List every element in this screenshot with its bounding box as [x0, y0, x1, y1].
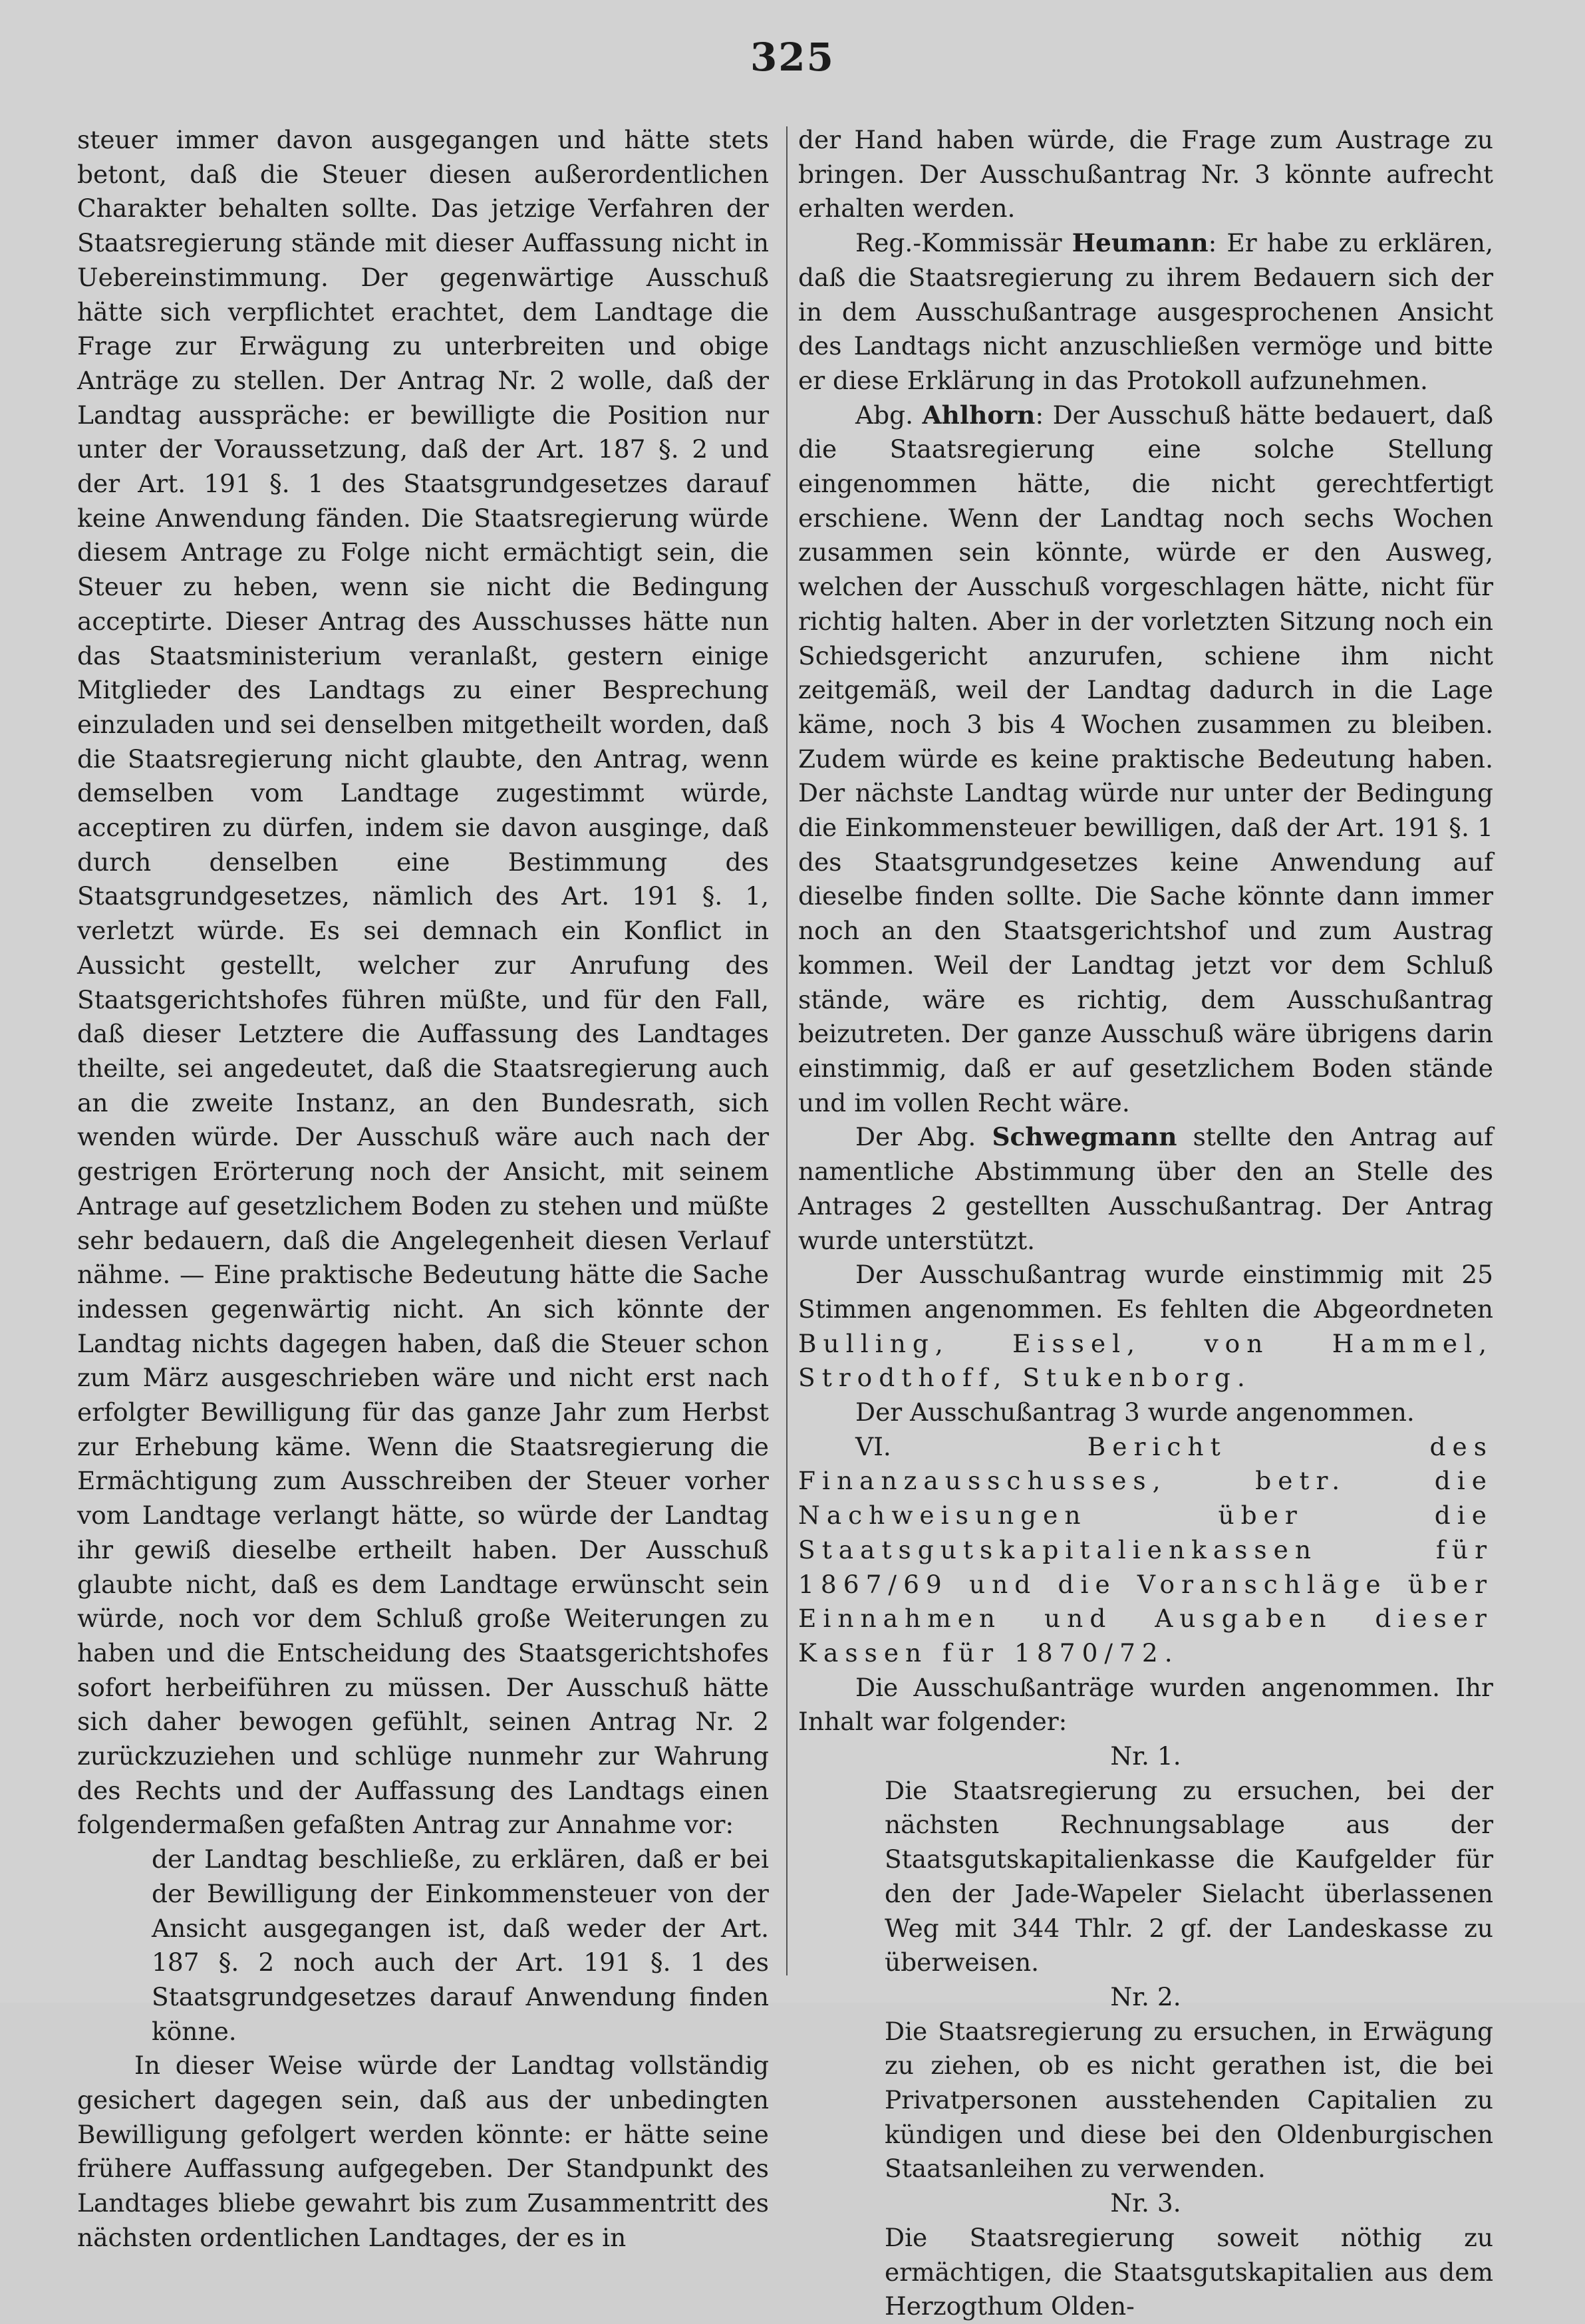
motion-heading-2: Nr. 2.	[1110, 1981, 1181, 2011]
motion-text-1: Die Staatsregierung zu ersuchen, bei der nächsten Rechnungsablage aus der Staatsgutskapitalienkasse die Kaufgelder für den der Jade-Wapeler Sielacht überlassenen Weg mit 344 Thlr. 2 gf. der Landeskasse zu überweisen.	[885, 1775, 1493, 1977]
section-title: Bericht des Finanzausschusses, betr. die Nachweisungen über die Staatsgutskapitalienkassen für 1867/69 und die Voranschläge über Einnahmen und Ausgaben dieser Kassen für 1870/72.	[798, 1431, 1493, 1668]
statement-text: stellte den Antrag auf namentliche Abstimmung über den an Stelle des Antrages 2 gestellten Ausschußantrag. Der Antrag wurde unterstützt.	[798, 1122, 1494, 1255]
speaker-title: Der Abg.	[855, 1122, 976, 1152]
right-column	[798, 123, 1493, 2324]
right-paragraph-section-vi	[798, 1430, 1493, 1671]
speaker-name-schwegmann: Schwegmann	[992, 1122, 1177, 1152]
absent-members: Bulling, Eissel, von Hammel, Strodthoff, Stukenborg.	[798, 1328, 1493, 1393]
vote-text: Der Ausschußantrag wurde einstimmig mit 25 Stimmen angenommen. Es fehlten die Abgeordneten	[798, 1260, 1493, 1324]
right-paragraph-ahlhorn	[798, 398, 1493, 1121]
left-column	[77, 123, 769, 2255]
right-paragraph-adopted: Die Ausschußanträge wurden angenommen. Ihr Inhalt war folgender:	[798, 1672, 1493, 1737]
right-paragraph-motion3: Der Ausschußantrag 3 wurde angenommen.	[855, 1397, 1415, 1427]
left-paragraph-2: In dieser Weise würde der Landtag vollständig gesichert dagegen sein, daß aus der unbedingten Bewilligung gefolgert werden könnte: er hätte seine frühere Auffassung aufgegeben. Der Standpunkt des Landtages bliebe gewahrt bis zum Zusammentritt des nächsten ordentlichen Landtages, der es in	[77, 2051, 769, 2252]
column-divider	[786, 126, 788, 1975]
right-paragraph-schwegmann	[798, 1120, 1493, 1258]
statement-text: : Der Ausschuß hätte bedauert, daß die Staatsregierung eine solche Stellung eingenommen hätte, die nicht gerechtfertigt erschiene. Wenn der Landtag noch sechs Wochen zusammen sein könnte, würde er den Ausweg, welchen der Ausschuß vorgeschlagen hätte, nicht für richtig halten. Aber in der vorletzten Sitzung noch ein Schiedsgericht anzurufen, schiene ihm nicht zeitgemäß, weil der Landtag dadurch in die Lage käme, noch 3 bis 4 Wochen zusammen zu bleiben. Zudem würde es keine praktische Bedeutung haben. Der nächste Landtag würde nur unter der Bedingung die Einkommensteuer bewilligen, daß der Art. 191 §. 1 des Staatsgrundgesetzes keine Anwendung auf dieselbe finden sollte. Die Sache könnte dann immer noch an den Staatsgerichtshof und zum Austrag kommen. Weil der Landtag jetzt vor dem Schluß stände, wäre es richtig, dem Ausschußantrag beizutreten. Der ganze Ausschuß wäre übrigens darin einstimmig, daß er auf gesetzlichem Boden stände und im vollen Recht wäre.	[798, 400, 1494, 1117]
left-paragraph-1: steuer immer davon ausgegangen und hätte stets betont, daß die Steuer diesen außerordentlichen Charakter behalten sollte. Das jetzige Verfahren der Staatsregierung stände mit dieser Auffassung nicht in Uebereinstimmung. Der gegenwärtige Ausschuß hätte sich verpflichtet erachtet, dem Landtage die Frage zur Erwägung zu unterbreiten und obige Anträge zu stellen. Der Antrag Nr. 2 wolle, daß der Landtag ausspräche: er bewilligte die Position nur unter der Voraussetzung, daß der Art. 187 §. 2 und der Art. 191 §. 1 des Staatsgrundgesetzes darauf keine Anwendung fänden. Die Staatsregierung würde diesem Antrage zu Folge nicht ermächtigt sein, die Steuer zu heben, wenn sie nicht die Bedingung acceptirte. Dieser Antrag des Ausschusses hätte nun das Staatsministerium veranlaßt, gestern einige Mitglieder des Landtags zu einer Besprechung einzuladen und sei denselben mitgetheilt worden, daß die Staatsregierung nicht glaubte, den Antrag, wenn demselben vom Landtage zugestimmt würde, acceptiren zu dürfen, indem sie davon ausginge, daß durch denselben eine Bestimmung des Staatsgrundgesetzes, nämlich des Art. 191 §. 1, verletzt würde. Es sei demnach ein Konflict in Aussicht gestellt, welcher zur Anrufung des Staatsgerichtshofes führen müßte, und für den Fall, daß dieser Letztere die Auffassung des Landtages theilte, sei angedeutet, daß die Staatsregierung auch an die zweite Instanz, an den Bundesrath, sich wenden würde. Der Ausschuß wäre auch nach der gestrigen Erörterung noch der Ansicht, mit seinem Antrage auf gesetzlichem Boden zu stehen und müßte sehr bedauern, daß die Angelegenheit diesen Verlauf nähme. — Eine praktische Bedeutung hätte die Sache indessen gegenwärtig nicht. An sich könnte der Landtag nichts dagegen haben, daß die Steuer schon zum März ausgeschrieben wäre und nicht erst nach erfolgter Bewilligung für das ganze Jahr zum Herbst zur Erhebung käme. Wenn die Staatsregierung die Ermächtigung zum Ausschreiben der Steuer vorher vom Landtage verlangt hätte, so würde der Landtag ihr gewiß dieselbe ertheilt haben. Der Ausschuß glaubte nicht, daß es dem Landtage erwünscht sein würde, noch vor dem Schluß große Weiterungen zu haben und die Entscheidung des Staatsgerichtshofes sofort herbeiführen zu müssen. Der Ausschuß hätte sich daher bewogen gefühlt, seinen Antrag Nr. 2 zurückzuziehen und schlüge nunmehr zur Wahrung des Rechts und der Auffassung des Landtags einen folgendermaßen gefaßten Antrag zur Annahme vor:	[77, 125, 769, 1840]
statement-text: : Er habe zu erklären, daß die Staatsregierung zu ihrem Bedauern sich der in dem Ausschußantrage ausgesprochenen Ansicht des Landtags nicht anzuschließen vermöge und bitte er diese Erklärung in das Protokoll aufzunehmen.	[798, 228, 1493, 395]
right-paragraph-vote	[798, 1258, 1493, 1395]
left-quoted-motion: der Landtag beschließe, zu erklären, daß er bei der Bewilligung der Einkommensteuer von der Ansicht ausgegangen ist, daß weder der Art. 187 §. 2 noch auch der Art. 191 §. 1 des Staatsgrundgesetzes darauf Anwendung finden könne.	[152, 1844, 769, 2046]
speaker-title: Abg.	[855, 400, 914, 430]
speaker-title: Reg.-Kommissär	[855, 228, 1062, 258]
speaker-name-ahlhorn: Ahlhorn	[922, 400, 1036, 430]
motion-text-2: Die Staatsregierung zu ersuchen, in Erwägung zu ziehen, ob es nicht gerathen ist, die bei Privatpersonen ausstehenden Capitalien zu kündigen und diese bei den Oldenburgischen Staatsanleihen zu verwenden.	[885, 2016, 1493, 2184]
right-paragraph-1: der Hand haben würde, die Frage zum Austrage zu bringen. Der Ausschußantrag Nr. 3 könnte aufrecht erhalten werden.	[798, 125, 1493, 223]
right-paragraph-heumann	[798, 226, 1493, 398]
page-number: 325	[750, 35, 835, 80]
motion-heading-1: Nr. 1.	[1110, 1741, 1181, 1771]
motion-heading-3: Nr. 3.	[1110, 2188, 1181, 2218]
section-number: VI.	[855, 1431, 891, 1461]
speaker-name-heumann: Heumann	[1072, 228, 1209, 258]
motion-text-3: Die Staatsregierung soweit nöthig zu ermächtigen, die Staatsgutskapitalien aus dem Herzogthum Olden-	[885, 2222, 1493, 2321]
